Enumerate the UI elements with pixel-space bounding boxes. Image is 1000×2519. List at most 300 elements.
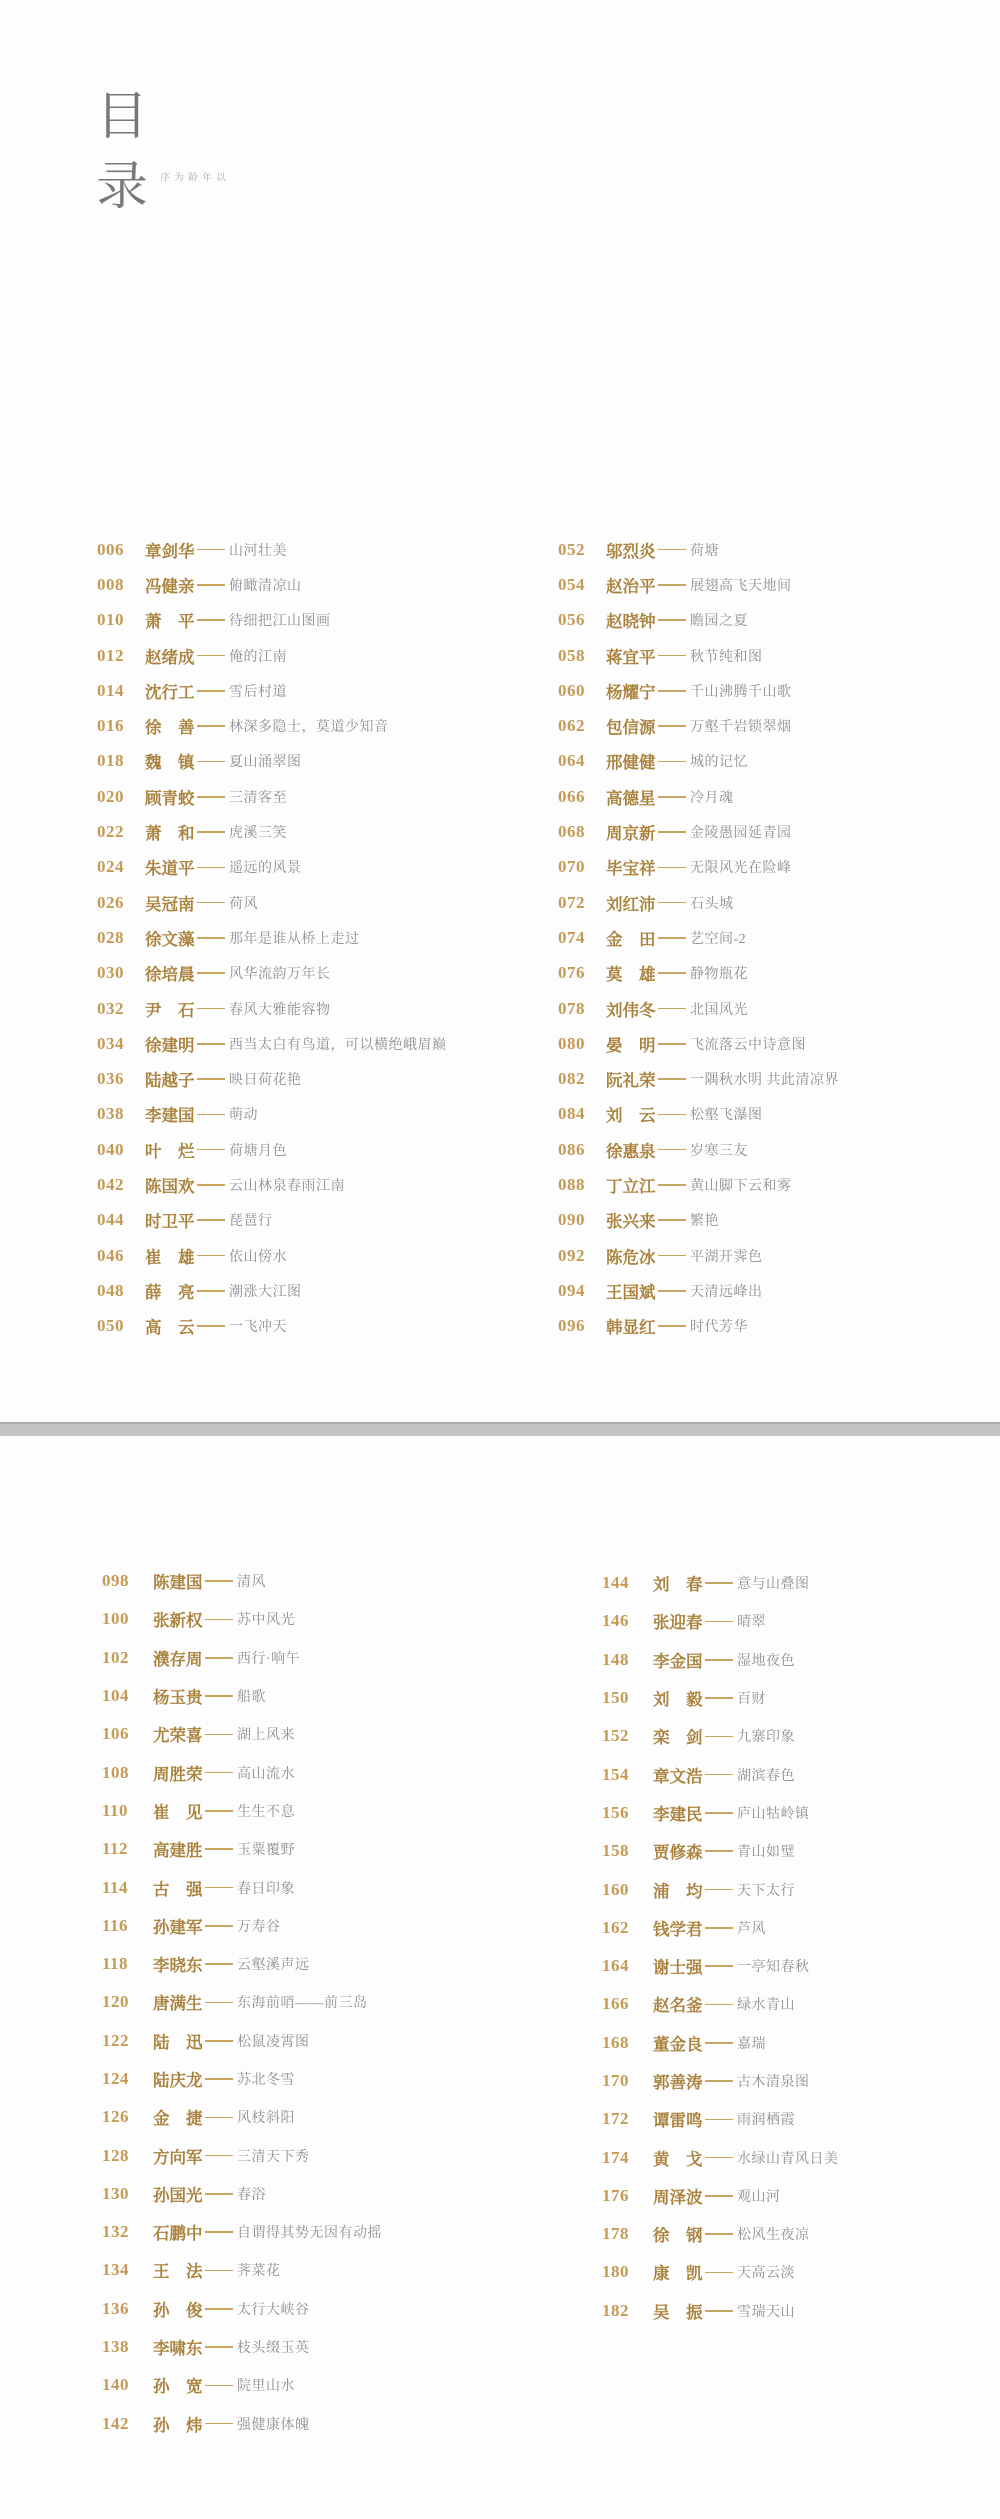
entry-dash-rule xyxy=(658,796,686,798)
entry-page-number: 016 xyxy=(97,716,124,736)
entry-artist-name: 崔 见 xyxy=(153,1802,203,1822)
toc-entry xyxy=(97,1026,447,1061)
entry-artist-name: 周胜荣 xyxy=(153,1764,203,1784)
entry-artist-name: 徐建明 xyxy=(145,1035,195,1055)
toc-entry xyxy=(558,920,839,955)
entry-dash-rule xyxy=(705,2195,733,2197)
entry-artwork-title: 艺空间-2 xyxy=(690,931,747,947)
entry-artwork-title: 院里山水 xyxy=(237,2379,295,2395)
entry-page-number: 122 xyxy=(102,2030,129,2050)
toc-entry xyxy=(558,956,839,991)
entry-dash-rule xyxy=(705,2157,733,2159)
entry-artist-name: 邢健健 xyxy=(606,753,656,773)
entry-dash-rule xyxy=(197,1008,225,1010)
entry-artist-name: 高德星 xyxy=(606,788,656,808)
toc-entry xyxy=(602,1985,839,2023)
entry-page-number: 172 xyxy=(602,2109,629,2129)
entry-artwork-title: 北国风光 xyxy=(690,1002,748,1018)
entry-dash-rule xyxy=(705,2233,733,2235)
entry-dash-rule xyxy=(658,1149,686,1151)
entry-artist-name: 赵绪成 xyxy=(145,647,195,667)
entry-dash-rule xyxy=(205,1810,233,1812)
entry-artwork-title: 冷月魂 xyxy=(690,790,734,806)
entry-artist-name: 刘 春 xyxy=(653,1575,703,1595)
entry-artwork-title: 湖上风来 xyxy=(237,1728,295,1744)
toc-entry xyxy=(102,2136,382,2174)
entry-artist-name: 李金国 xyxy=(653,1651,703,1671)
entry-artist-name: 韩显红 xyxy=(606,1318,656,1338)
toc-entry xyxy=(102,1830,382,1868)
entry-dash-rule xyxy=(705,1812,733,1814)
toc-entry xyxy=(558,603,839,638)
toc-entry xyxy=(102,2290,382,2328)
toc-entry xyxy=(558,638,839,673)
entry-dash-rule xyxy=(197,725,225,727)
entry-dash-rule xyxy=(197,1114,225,1116)
toc-entry xyxy=(102,1715,382,1753)
toc-entry xyxy=(102,2366,382,2404)
entry-page-number: 028 xyxy=(97,927,124,947)
entry-artwork-title: 飞流落云中诗意图 xyxy=(690,1037,806,1053)
entry-artwork-title: 松风生夜凉 xyxy=(737,2228,810,2244)
toc-entry xyxy=(97,779,447,814)
entry-page-number: 084 xyxy=(558,1104,585,1124)
entry-dash-rule xyxy=(197,1078,225,1080)
entry-artist-name: 孙 俊 xyxy=(153,2300,203,2320)
entry-page-number: 174 xyxy=(602,2147,629,2167)
entry-dash-rule xyxy=(197,619,225,621)
entry-page-number: 088 xyxy=(558,1174,585,1194)
toc-entry xyxy=(602,1870,839,1908)
entry-artwork-title: 三清客至 xyxy=(229,790,287,806)
entry-dash-rule xyxy=(658,902,686,904)
toc-entry xyxy=(97,744,447,779)
toc-entry xyxy=(102,1907,382,1945)
entry-artist-name: 金 捷 xyxy=(153,2109,203,2129)
entry-artwork-title: 绿水青山 xyxy=(737,1998,795,2014)
toc-entry xyxy=(602,2177,839,2215)
entry-artist-name: 冯健亲 xyxy=(145,576,195,596)
entry-page-number: 038 xyxy=(97,1104,124,1124)
toc-entry xyxy=(102,1983,382,2021)
entry-artist-name: 浦 均 xyxy=(653,1881,703,1901)
toc-entry xyxy=(558,850,839,885)
entry-artwork-title: 天高云淡 xyxy=(737,2266,795,2282)
entry-artwork-title: 意与山叠图 xyxy=(737,1577,810,1593)
toc-entry xyxy=(602,2100,839,2138)
toc-entry xyxy=(558,1097,839,1132)
entry-artist-name: 晏 明 xyxy=(606,1035,656,1055)
toc-column-right xyxy=(558,532,839,1344)
toc-entry xyxy=(602,2138,839,2176)
entry-dash-rule xyxy=(705,1889,733,1891)
toc-entry xyxy=(97,1309,447,1344)
entry-dash-rule xyxy=(197,761,225,763)
entry-page-number: 032 xyxy=(97,998,124,1018)
entry-artist-name: 丁立江 xyxy=(606,1176,656,1196)
entry-page-number: 094 xyxy=(558,1280,585,1300)
toc-entry xyxy=(602,1679,839,1717)
entry-dash-rule xyxy=(658,1325,686,1327)
entry-artwork-title: 林深多隐士，莫道少知音 xyxy=(229,720,389,736)
entry-dash-rule xyxy=(658,1184,686,1186)
entry-artist-name: 金 田 xyxy=(606,929,656,949)
toc-entry xyxy=(97,1061,447,1096)
entry-dash-rule xyxy=(205,2385,233,2387)
entry-dash-rule xyxy=(205,2078,233,2080)
toc-entry xyxy=(102,2251,382,2289)
entry-page-number: 092 xyxy=(558,1245,585,1265)
entry-artwork-title: 玉粟覆野 xyxy=(237,1843,295,1859)
toc-entry xyxy=(602,1641,839,1679)
entry-page-number: 116 xyxy=(102,1915,129,1935)
entry-artwork-title: 湿地夜色 xyxy=(737,1653,795,1669)
toc-entry xyxy=(102,1868,382,1906)
entry-dash-rule xyxy=(205,1963,233,1965)
entry-artwork-title: 万壑千岩锁翠烟 xyxy=(690,720,792,736)
toc-entry xyxy=(602,2253,839,2291)
entry-artwork-title: 春风大雅能容物 xyxy=(229,1002,331,1018)
entry-artwork-title: 岁寒三友 xyxy=(690,1143,748,1159)
entry-page-number: 062 xyxy=(558,716,585,736)
entry-artwork-title: 湖滨春色 xyxy=(737,1768,795,1784)
entry-artwork-title: 无限风光在险峰 xyxy=(690,861,792,877)
entry-page-number: 144 xyxy=(602,1573,629,1593)
entry-artwork-title: 展翅高飞天地间 xyxy=(690,578,792,594)
entry-page-number: 050 xyxy=(97,1316,124,1336)
toc-entry xyxy=(97,991,447,1026)
entry-page-number: 136 xyxy=(102,2298,129,2318)
toc-entry xyxy=(558,744,839,779)
toc-entry xyxy=(97,1167,447,1202)
entry-dash-rule xyxy=(705,2042,733,2044)
entry-page-number: 146 xyxy=(602,1611,629,1631)
entry-artist-name: 徐惠泉 xyxy=(606,1141,656,1161)
toc-entry xyxy=(97,814,447,849)
entry-dash-rule xyxy=(658,761,686,763)
entry-dash-rule xyxy=(197,1184,225,1186)
entry-page-number: 060 xyxy=(558,680,585,700)
entry-artist-name: 徐文藻 xyxy=(145,929,195,949)
entry-artist-name: 刘伟冬 xyxy=(606,1000,656,1020)
entry-artist-name: 顾青蛟 xyxy=(145,788,195,808)
entry-artwork-title: 雪瑞天山 xyxy=(737,2304,795,2320)
entry-artist-name: 石鹏中 xyxy=(153,2224,203,2244)
entry-dash-rule xyxy=(197,831,225,833)
entry-dash-rule xyxy=(197,655,225,657)
toc-entry xyxy=(558,567,839,602)
entry-dash-rule xyxy=(658,690,686,692)
entry-dash-rule xyxy=(705,2310,733,2312)
entry-page-number: 036 xyxy=(97,1069,124,1089)
entry-page-number: 022 xyxy=(97,822,124,842)
entry-page-number: 006 xyxy=(97,539,124,559)
entry-page-number: 106 xyxy=(102,1724,129,1744)
entry-artist-name: 徐 善 xyxy=(145,718,195,738)
toc-entry xyxy=(102,1792,382,1830)
entry-artwork-title: 山河壮美 xyxy=(229,543,287,559)
entry-page-number: 110 xyxy=(102,1800,129,1820)
entry-artwork-title: 春浴 xyxy=(237,2187,266,2203)
entry-artwork-title: 遥远的风景 xyxy=(229,861,302,877)
entry-artist-name: 赵名釜 xyxy=(653,1996,703,2016)
entry-dash-rule xyxy=(205,2117,233,2119)
entry-artwork-title: 高山流水 xyxy=(237,1766,295,1782)
entry-dash-rule xyxy=(658,867,686,869)
entry-page-number: 138 xyxy=(102,2337,129,2357)
entry-artwork-title: 琵琶行 xyxy=(229,1214,273,1230)
entry-page-number: 102 xyxy=(102,1647,129,1667)
entry-dash-rule xyxy=(205,2002,233,2004)
toc-entry xyxy=(558,885,839,920)
entry-artwork-title: 船歌 xyxy=(237,1690,266,1706)
entry-artwork-title: 俺的江南 xyxy=(229,649,287,665)
toc-entry xyxy=(602,2292,839,2330)
entry-artist-name: 方向军 xyxy=(153,2147,203,2167)
toc-entry xyxy=(558,1132,839,1167)
entry-artwork-title: 天下太行 xyxy=(737,1883,795,1899)
entry-artwork-title: 石头城 xyxy=(690,896,734,912)
entry-page-number: 160 xyxy=(602,1879,629,1899)
entry-artwork-title: 依山傍水 xyxy=(229,1249,287,1265)
entry-page-number: 124 xyxy=(102,2069,129,2088)
entry-artwork-title: 待细把江山图画 xyxy=(229,614,331,630)
entry-artwork-title: 荷塘 xyxy=(690,543,719,559)
entry-page-number: 040 xyxy=(97,1139,124,1159)
entry-artwork-title: 映日荷花艳 xyxy=(229,1073,302,1089)
toc-entry xyxy=(102,2405,382,2443)
entry-dash-rule xyxy=(205,2193,233,2195)
entry-dash-rule xyxy=(197,796,225,798)
entry-page-number: 178 xyxy=(602,2224,629,2244)
entry-page-number: 112 xyxy=(102,1839,129,1859)
toc-entry xyxy=(602,1755,839,1793)
toc-entry xyxy=(602,1909,839,1947)
entry-dash-rule xyxy=(705,2119,733,2121)
toc-entry xyxy=(102,1753,382,1791)
entry-dash-rule xyxy=(705,1621,733,1623)
entry-artist-name: 李啸东 xyxy=(153,2339,203,2359)
toc-column-left xyxy=(102,1562,382,2443)
entry-page-number: 108 xyxy=(102,1762,129,1782)
entry-artwork-title: 自谓得其势无因有动摇 xyxy=(237,2226,382,2242)
entry-artwork-title: 松壑飞瀑图 xyxy=(690,1108,763,1124)
entry-artist-name: 唐满生 xyxy=(153,1994,203,2014)
toc-entry xyxy=(102,1677,382,1715)
entry-page-number: 058 xyxy=(558,645,585,665)
entry-artist-name: 莫 雄 xyxy=(606,965,656,985)
entry-dash-rule xyxy=(197,549,225,551)
entry-artist-name: 吴 振 xyxy=(653,2302,703,2322)
entry-artwork-title: 春日印象 xyxy=(237,1881,295,1897)
entry-artwork-title: 繁艳 xyxy=(690,1214,719,1230)
entry-page-number: 128 xyxy=(102,2145,129,2165)
entry-artwork-title: 嘉瑞 xyxy=(737,2036,766,2052)
entry-artwork-title: 雪后村道 xyxy=(229,684,287,700)
entry-artist-name: 刘 毅 xyxy=(653,1690,703,1710)
entry-artist-name: 濮存周 xyxy=(153,1649,203,1669)
entry-artwork-title: 静物瓶花 xyxy=(690,967,748,983)
entry-artist-name: 魏 镇 xyxy=(145,753,195,773)
entry-page-number: 134 xyxy=(102,2260,129,2280)
toc-entry xyxy=(558,1203,839,1238)
entry-page-number: 140 xyxy=(102,2375,129,2395)
entry-artist-name: 杨玉贵 xyxy=(153,1688,203,1708)
toc-entry xyxy=(102,1562,382,1600)
entry-artwork-title: 雨润栖霞 xyxy=(737,2113,795,2129)
entry-artist-name: 孙国光 xyxy=(153,2185,203,2205)
toc-entry xyxy=(602,1717,839,1755)
entry-page-number: 154 xyxy=(602,1764,629,1784)
entry-artist-name: 张新权 xyxy=(153,1611,203,1631)
entry-page-number: 046 xyxy=(97,1245,124,1265)
entry-page-number: 132 xyxy=(102,2222,129,2242)
toc-entry xyxy=(97,885,447,920)
toc-entry xyxy=(602,2215,839,2253)
entry-dash-rule xyxy=(658,1043,686,1045)
entry-artwork-title: 百财 xyxy=(737,1692,766,1708)
entry-page-number: 082 xyxy=(558,1069,585,1089)
entry-page-number: 026 xyxy=(97,892,124,912)
entry-artist-name: 赵治平 xyxy=(606,576,656,596)
entry-artwork-title: 金陵愚园延青园 xyxy=(690,826,792,842)
entry-artist-name: 章剑华 xyxy=(145,541,195,561)
entry-page-number: 130 xyxy=(102,2183,129,2203)
entry-page-number: 066 xyxy=(558,786,585,806)
entry-artist-name: 栾 剑 xyxy=(653,1728,703,1748)
entry-dash-rule xyxy=(205,2231,233,2233)
entry-artwork-title: 风枝斜阳 xyxy=(237,2111,295,2127)
entry-dash-rule xyxy=(197,1325,225,1327)
toc-entry xyxy=(602,1832,839,1870)
entry-artist-name: 贾修森 xyxy=(653,1843,703,1863)
entry-dash-rule xyxy=(705,1697,733,1699)
entry-dash-rule xyxy=(205,1619,233,1621)
entry-artwork-title: 强健康体魄 xyxy=(237,2417,310,2433)
entry-dash-rule xyxy=(205,2346,233,2348)
entry-artwork-title: 萌动 xyxy=(229,1108,258,1124)
toc-entry xyxy=(97,1273,447,1308)
entry-artist-name: 萧 和 xyxy=(145,824,195,844)
entry-page-number: 020 xyxy=(97,786,124,806)
entry-page-number: 164 xyxy=(602,1956,629,1976)
entry-dash-rule xyxy=(658,1078,686,1080)
entry-dash-rule xyxy=(197,937,225,939)
entry-artwork-title: 万寿谷 xyxy=(237,1919,281,1935)
entry-artist-name: 董金良 xyxy=(653,2034,703,2054)
entry-dash-rule xyxy=(197,1043,225,1045)
entry-artwork-title: 西行·响午 xyxy=(237,1651,301,1667)
toc-entry xyxy=(602,1794,839,1832)
toc-entry xyxy=(558,779,839,814)
entry-dash-rule xyxy=(658,1114,686,1116)
entry-page-number: 104 xyxy=(102,1686,129,1706)
entry-dash-rule xyxy=(205,2308,233,2310)
entry-page-number: 176 xyxy=(602,2185,629,2205)
entry-artist-name: 李建民 xyxy=(653,1804,703,1824)
entry-page-number: 056 xyxy=(558,610,585,630)
toc-entry xyxy=(102,1945,382,1983)
entry-page-number: 042 xyxy=(97,1174,124,1194)
page-gap-divider xyxy=(0,1422,1000,1436)
toc-column-right xyxy=(602,1564,839,2330)
toc-entry xyxy=(558,1026,839,1061)
toc-entry xyxy=(97,532,447,567)
entry-artwork-title: 西当太白有鸟道，可以横绝峨眉巅 xyxy=(229,1037,447,1053)
entry-artist-name: 包信源 xyxy=(606,718,656,738)
entry-dash-rule xyxy=(658,549,686,551)
entry-artist-name: 谭雷鸣 xyxy=(653,2111,703,2131)
entry-page-number: 182 xyxy=(602,2300,629,2320)
toc-entry xyxy=(102,2098,382,2136)
page-title-char: 目 xyxy=(96,89,149,146)
entry-dash-rule xyxy=(197,1149,225,1151)
entry-dash-rule xyxy=(658,1290,686,1292)
entry-artwork-title: 水绿山青风日美 xyxy=(737,2151,839,2167)
entry-dash-rule xyxy=(658,1255,686,1257)
entry-dash-rule xyxy=(197,584,225,586)
entry-page-number: 126 xyxy=(102,2107,129,2127)
entry-artist-name: 孙 炜 xyxy=(153,2415,203,2435)
entry-artist-name: 徐 钢 xyxy=(653,2226,703,2246)
toc-entry xyxy=(102,1639,382,1677)
entry-page-number: 072 xyxy=(558,892,585,912)
entry-artist-name: 杨耀宁 xyxy=(606,682,656,702)
entry-artist-name: 孙建军 xyxy=(153,1917,203,1937)
entry-dash-rule xyxy=(705,2272,733,2274)
entry-artist-name: 时卫平 xyxy=(145,1212,195,1232)
entry-artwork-title: 一飞冲天 xyxy=(229,1320,287,1336)
entry-artist-name: 崔 雄 xyxy=(145,1247,195,1267)
toc-entry xyxy=(102,2060,382,2098)
entry-dash-rule xyxy=(658,1008,686,1010)
entry-artist-name: 王国斌 xyxy=(606,1282,656,1302)
entry-artwork-title: 风华流韵万年长 xyxy=(229,967,331,983)
entry-page-number: 180 xyxy=(602,2262,629,2282)
entry-artist-name: 邬烈炎 xyxy=(606,541,656,561)
entry-artist-name: 徐培晨 xyxy=(145,965,195,985)
entry-artist-name: 陈危冰 xyxy=(606,1247,656,1267)
toc-entry xyxy=(97,1238,447,1273)
entry-page-number: 012 xyxy=(97,645,124,665)
entry-artwork-title: 千山沸腾千山歌 xyxy=(690,684,792,700)
toc-entry xyxy=(97,673,447,708)
toc-entry xyxy=(602,1947,839,1985)
entry-page-number: 156 xyxy=(602,1802,629,1822)
entry-artist-name: 朱道平 xyxy=(145,859,195,879)
entry-artist-name: 王 法 xyxy=(153,2262,203,2282)
entry-artist-name: 黄 戈 xyxy=(653,2149,703,2169)
toc-entry xyxy=(558,673,839,708)
entry-artist-name: 陆越子 xyxy=(145,1071,195,1091)
entry-dash-rule xyxy=(658,584,686,586)
entry-artwork-title: 夏山涌翠图 xyxy=(229,755,302,771)
entry-artwork-title: 荷塘月色 xyxy=(229,1143,287,1159)
toc-entry xyxy=(97,1097,447,1132)
entry-artist-name: 钱学君 xyxy=(653,1919,703,1939)
entry-artwork-title: 芦风 xyxy=(737,1921,766,1937)
toc-entry xyxy=(558,532,839,567)
entry-page-number: 080 xyxy=(558,1033,585,1053)
entry-artwork-title: 生生不息 xyxy=(237,1804,295,1820)
entry-artist-name: 章文浩 xyxy=(653,1766,703,1786)
entry-artist-name: 孙 宽 xyxy=(153,2377,203,2397)
entry-artist-name: 高 云 xyxy=(145,1318,195,1338)
entry-artwork-title: 三清天下秀 xyxy=(237,2149,310,2165)
entry-page-number: 152 xyxy=(602,1726,629,1746)
entry-artwork-title: 松鼠凌霄图 xyxy=(237,2034,310,2050)
entry-dash-rule xyxy=(205,2270,233,2272)
